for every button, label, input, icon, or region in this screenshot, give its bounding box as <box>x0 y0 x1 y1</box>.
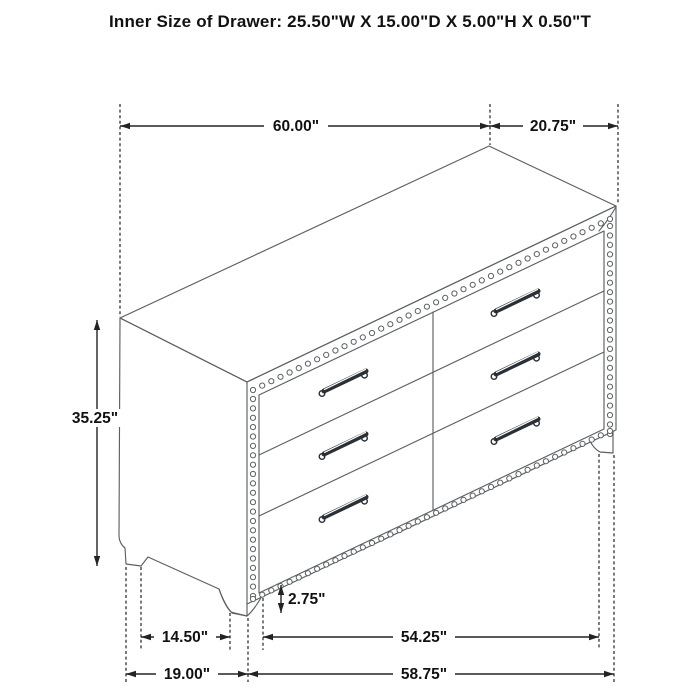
drawer-separator-2 <box>259 352 604 516</box>
drawer-frame-inner <box>259 231 604 593</box>
drawer-handle <box>319 495 367 522</box>
dresser-side-panel <box>119 318 247 616</box>
drawer-separator-1 <box>259 291 604 455</box>
front-leg-center <box>219 589 262 616</box>
drawer-grid <box>259 231 604 593</box>
dim-label-height: 35.25" <box>71 410 119 427</box>
dresser-front-face <box>247 206 616 604</box>
dim-label-leg-height: 2.75" <box>288 591 326 608</box>
dim-label-side-span: 19.00" <box>163 666 211 683</box>
drawer-handle <box>491 289 539 316</box>
dresser-drawing <box>119 146 616 616</box>
dim-label-width: 60.00" <box>272 118 320 135</box>
drawer-handle <box>491 352 539 379</box>
dresser-top-face <box>120 146 616 382</box>
drawer-handle <box>319 369 367 396</box>
dimension-labels <box>65 117 583 683</box>
diagram-title: Inner Size of Drawer: 25.50"W X 15.00"D X 5.00"H X 0.50"T <box>108 12 592 31</box>
nailhead-trim <box>250 216 612 601</box>
drawer-handles <box>319 289 539 522</box>
dim-label-leg-gap-side: 14.50" <box>161 629 209 646</box>
dim-label-depth: 20.75" <box>529 118 577 135</box>
dimension-lines <box>94 104 618 682</box>
dim-label-front-span-inner: 54.25" <box>400 629 448 646</box>
drawer-handle <box>491 417 539 444</box>
drawer-handle <box>319 432 367 459</box>
dim-label-front-span-outer: 58.75" <box>400 666 448 683</box>
